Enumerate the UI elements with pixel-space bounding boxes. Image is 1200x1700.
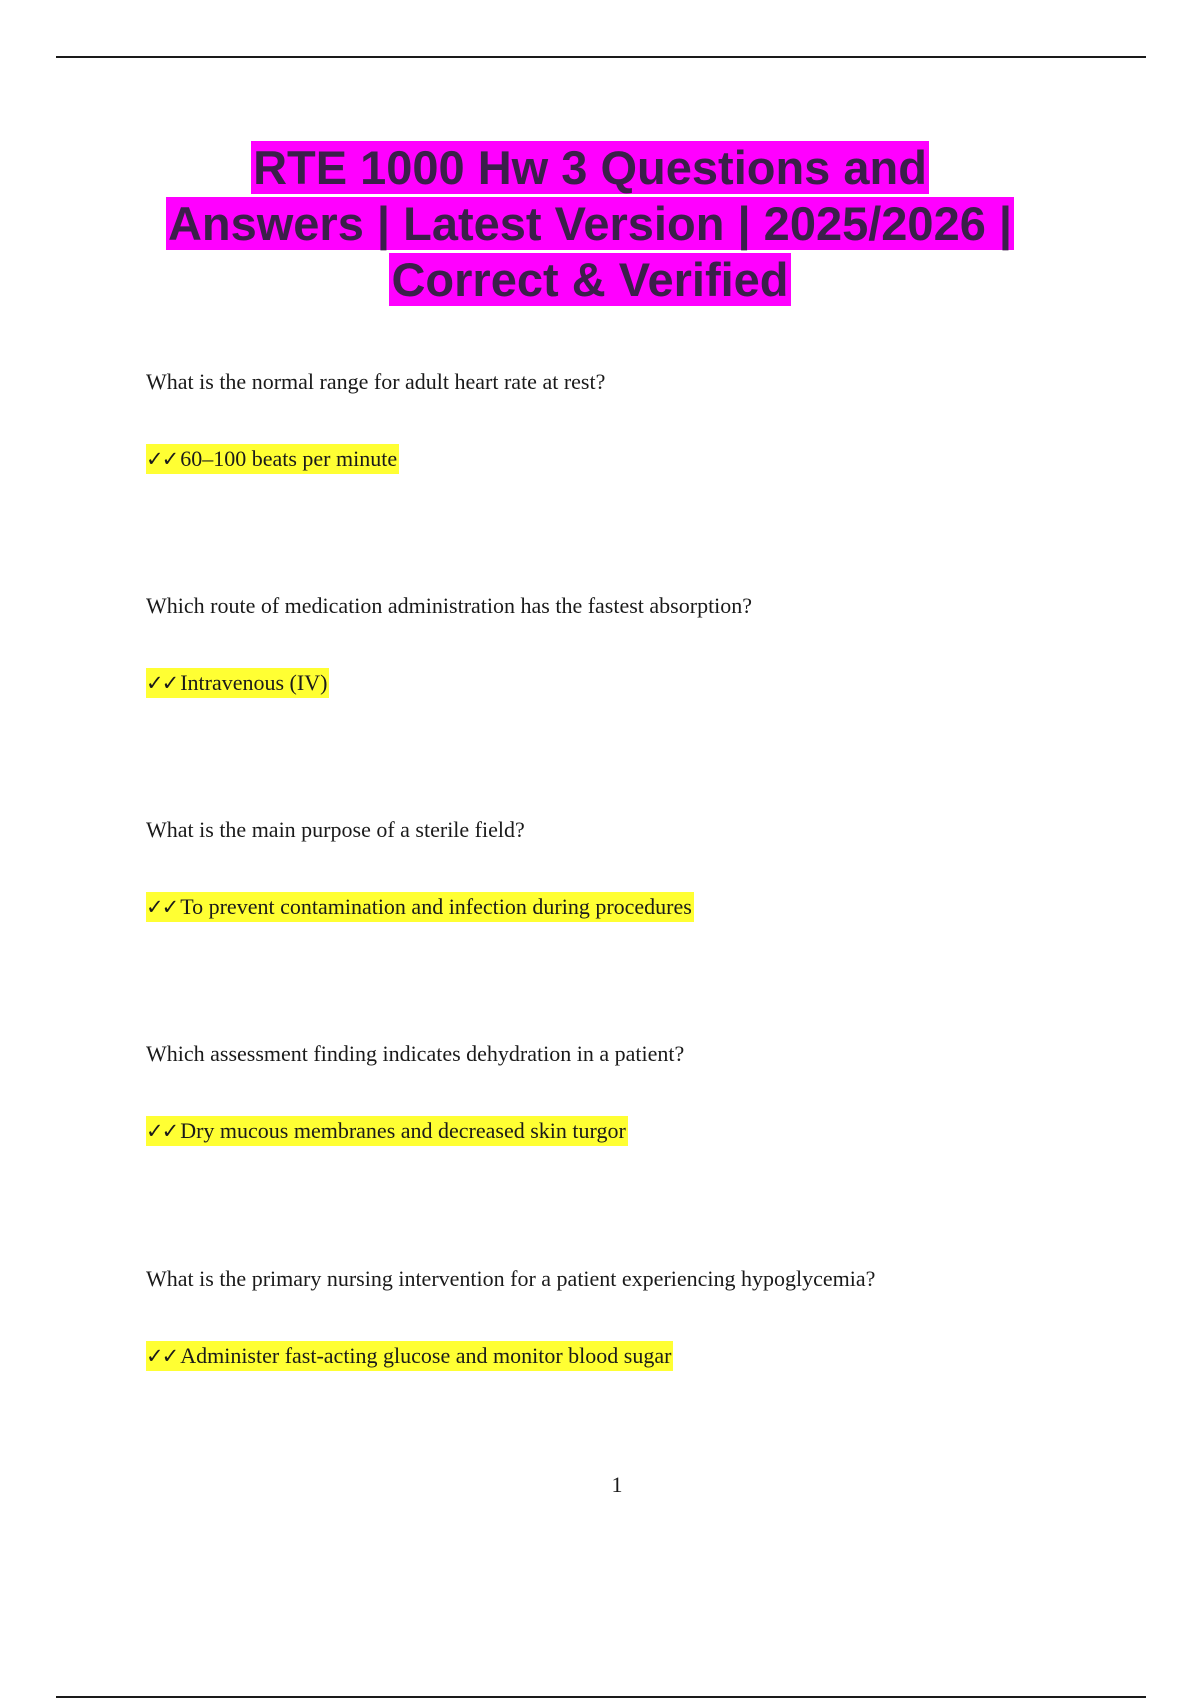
answer-highlight (146, 444, 399, 474)
question-text: Which route of medication administration has the fastest absorption? (146, 593, 753, 618)
double-check-icon: ✓✓ (146, 671, 178, 695)
question-text: Which assessment finding indicates dehydration in a patient? (146, 1041, 685, 1066)
top-divider (56, 56, 1146, 58)
double-check-icon: ✓✓ (146, 895, 178, 919)
question-text: What is the normal range for adult heart rate at rest? (146, 369, 606, 394)
answer-highlight (146, 1341, 673, 1371)
answer-highlight (146, 1116, 628, 1146)
qa-item (146, 1265, 1146, 1371)
answer-highlight (146, 668, 329, 698)
question-text: What is the main purpose of a sterile field? (146, 817, 525, 842)
title-line-3: Correct & Verified (391, 253, 789, 306)
document-title (90, 140, 1090, 308)
answer-text: 60–100 beats per minute (180, 446, 398, 471)
title-line-1: RTE 1000 Hw 3 Questions and (253, 141, 927, 194)
question-text: What is the primary nursing intervention for a patient experiencing hypoglycemia? (146, 1266, 876, 1291)
answer-text: Intravenous (IV) (180, 670, 328, 695)
double-check-icon: ✓✓ (146, 1119, 178, 1143)
bottom-divider (56, 1696, 1146, 1698)
answer-highlight (146, 892, 694, 922)
double-check-icon: ✓✓ (146, 447, 178, 471)
qa-item (146, 592, 1146, 698)
title-line-2: Answers | Latest Version | 2025/2026 | (167, 197, 1013, 250)
answer-text: Administer fast-acting glucose and monitor blood sugar (180, 1343, 672, 1368)
qa-item (146, 816, 1146, 922)
qa-item (146, 1040, 1146, 1146)
double-check-icon: ✓✓ (146, 1344, 178, 1368)
answer-text: To prevent contamination and infection during procedures (180, 894, 692, 919)
qa-item (146, 368, 1146, 474)
page-number: 1 (611, 1472, 623, 1497)
answer-text: Dry mucous membranes and decreased skin turgor (180, 1118, 626, 1143)
